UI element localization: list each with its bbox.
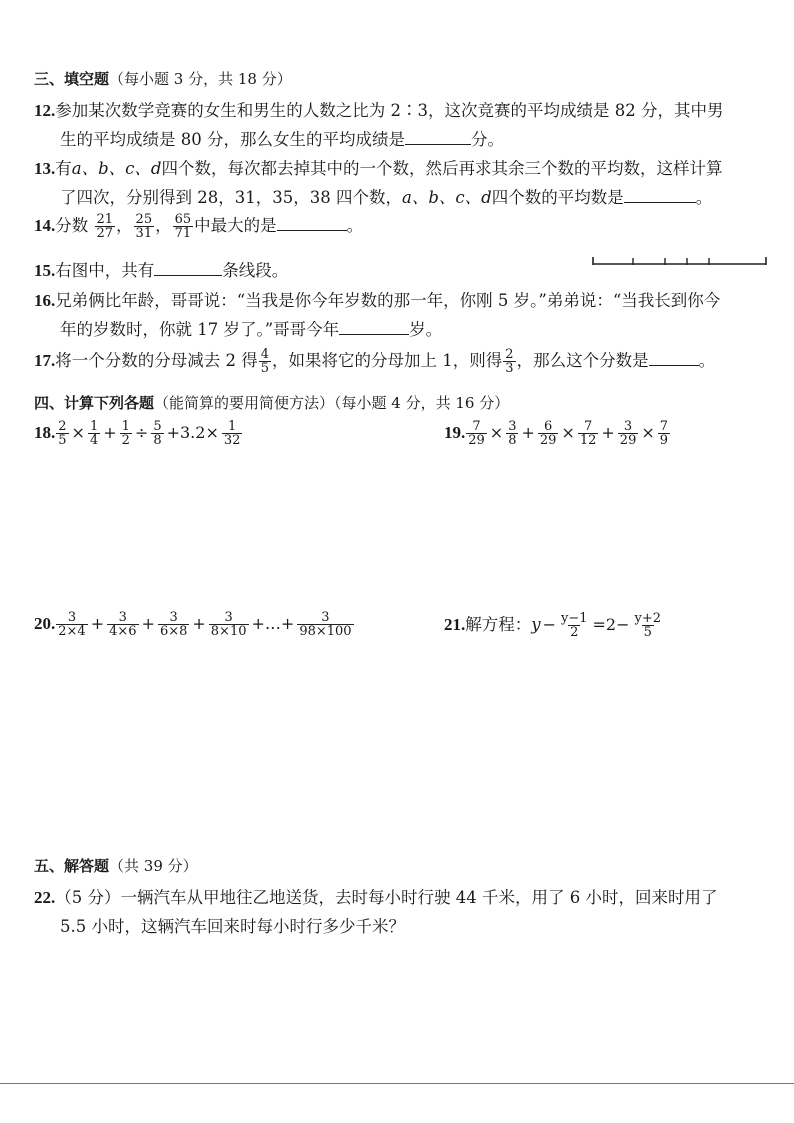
section-note: （共 39 分） (109, 857, 198, 875)
answer-blank[interactable] (339, 333, 409, 335)
operator: − (542, 615, 556, 634)
denominator: 5 (643, 625, 652, 640)
punct: 。 (698, 351, 716, 370)
denominator: 8 (153, 433, 162, 448)
numerator: 6 (544, 419, 553, 434)
question-17 (34, 347, 715, 375)
question-text: 右图中，共有 (55, 261, 155, 280)
answer-blank[interactable] (649, 364, 699, 366)
numerator: 65 (174, 212, 192, 227)
numerator: 25 (135, 212, 153, 227)
question-text: 解方程： (465, 615, 532, 634)
fraction (259, 348, 271, 375)
fraction (158, 611, 189, 638)
page-bottom-rule (0, 1083, 794, 1084)
question-text: 5.5 小时，这辆汽车回来时每小时行多少千米？ (60, 917, 405, 936)
fraction (222, 420, 243, 447)
question-20 (34, 611, 355, 638)
numerator: 3 (321, 610, 330, 625)
fraction (297, 611, 353, 638)
question-22-line2 (60, 913, 405, 937)
denominator: 8 (508, 433, 517, 448)
fraction (578, 420, 599, 447)
question-text: 条线段。 (222, 261, 289, 280)
operator: +3.2× (166, 423, 219, 442)
denominator: 4×6 (109, 624, 137, 639)
question-text: 兄弟俩比年龄，哥哥说：“当我是你今年岁数的那一年，你刚 5 岁。”弟弟说：“当我长到你今 (55, 291, 721, 310)
fraction (506, 420, 518, 447)
section-title: 三、填空题 (34, 70, 110, 88)
question-21 (444, 611, 664, 639)
denominator: 2×4 (58, 624, 86, 639)
answer-blank[interactable] (154, 274, 222, 276)
fraction (503, 348, 515, 375)
operator: + (90, 614, 105, 633)
question-22-line1 (34, 884, 717, 908)
numerator: 1 (227, 419, 237, 434)
question-number: 16. (34, 291, 56, 310)
punct: 。 (695, 188, 713, 207)
question-text: （5 分）一辆汽车从甲地往乙地送货，去时每小时行驶 44 千米，用了 6 小时，回来时用了 (55, 888, 718, 907)
denominator: 9 (659, 433, 669, 448)
question-13-line2 (60, 184, 712, 208)
numerator: y−1 (560, 611, 588, 626)
question-text: 参加某次数学竞赛的女生和男生的人数之比为 2∶3，这次竞赛的平均成绩是 82 分，其中男 (55, 101, 724, 120)
question-text: 岁。 (409, 320, 443, 339)
question-19 (444, 420, 671, 447)
numerator: 3 (67, 610, 77, 625)
separator: ， (116, 216, 133, 235)
question-text: 有 (55, 159, 72, 178)
denominator: 27 (96, 226, 114, 241)
question-text: 中最大的是 (194, 216, 277, 235)
numerator: 3 (118, 610, 127, 625)
denominator: 3 (505, 361, 514, 376)
denominator: 98×100 (299, 624, 352, 639)
question-text: 年的岁数时，你就 17 岁了。”哥哥今年 (60, 320, 340, 339)
denominator: 29 (539, 433, 557, 448)
fraction (658, 420, 670, 447)
fraction (466, 420, 487, 447)
operator: + (601, 423, 615, 442)
denominator: 6×8 (159, 624, 188, 639)
fraction (88, 420, 100, 447)
question-number: 15. (34, 261, 56, 280)
section-note: （能简算的要用简便方法）（每小题 4 分，共 16 分） (154, 394, 510, 412)
line-segment-figure (590, 252, 770, 268)
section-3-heading (34, 68, 292, 89)
operator: × (489, 423, 504, 442)
fraction (538, 420, 559, 447)
answer-blank[interactable] (405, 143, 471, 145)
operator: × (71, 423, 85, 442)
question-12-line1 (34, 97, 723, 121)
denominator: 8×10 (210, 624, 247, 639)
numerator: 3 (623, 419, 633, 434)
fraction (559, 612, 590, 639)
answer-blank[interactable] (277, 229, 347, 231)
question-number: 17. (34, 351, 56, 370)
question-text: 分数 (55, 216, 89, 235)
denominator: 2 (570, 625, 579, 640)
fraction (120, 420, 132, 447)
question-number: 13. (34, 159, 56, 178)
fraction (151, 420, 163, 447)
question-number: 20. (34, 614, 56, 633)
section-5-heading (34, 855, 198, 876)
numerator: 1 (121, 419, 130, 434)
operator: × (561, 423, 575, 442)
question-text: 了四次，分别得到 28，31，35，38 四个数， (60, 188, 402, 207)
numerator: 2 (505, 347, 514, 362)
question-number: 18. (34, 423, 56, 442)
fraction (209, 611, 249, 638)
question-number: 12. (34, 101, 56, 120)
numerator: 3 (224, 610, 233, 625)
variable: y (531, 615, 541, 634)
question-16-line1 (34, 287, 720, 311)
numerator: 2 (58, 419, 67, 434)
operator: ÷ (134, 423, 149, 442)
question-12-line2 (60, 126, 504, 150)
numerator: 7 (583, 419, 593, 434)
question-number: 14. (34, 216, 56, 235)
question-text: 四个数的平均数是 (491, 188, 624, 207)
fraction (56, 611, 87, 638)
question-number: 21. (444, 615, 466, 634)
fraction (633, 612, 664, 639)
variables: a、b、c、d (401, 188, 492, 207)
numerator: 4 (260, 347, 270, 362)
numerator: y+2 (634, 611, 662, 626)
question-text: ，如果将它的分母加上 1，则得 (272, 351, 503, 370)
denominator: 5 (58, 433, 67, 448)
denominator: 12 (579, 433, 597, 448)
operator: + (192, 614, 206, 633)
fraction (618, 420, 639, 447)
numerator: 3 (508, 419, 517, 434)
question-text: 四个数，每次都去掉其中的一个数，然后再求其余三个数的平均数，这样计算 (161, 159, 723, 178)
question-number: 22. (34, 888, 56, 907)
numerator: 7 (472, 419, 481, 434)
question-14 (34, 212, 363, 240)
numerator: 7 (659, 419, 669, 434)
numerator: 3 (169, 610, 178, 625)
question-number: 19. (444, 423, 466, 442)
fraction (95, 213, 116, 240)
denominator: 71 (174, 226, 192, 241)
operator: + (141, 614, 155, 633)
section-title: 四、计算下列各题 (34, 394, 155, 412)
fraction (173, 213, 194, 240)
numerator: 5 (153, 419, 162, 434)
fraction (56, 420, 68, 447)
denominator: 31 (135, 226, 153, 241)
question-16-line2 (60, 316, 442, 340)
section-4-heading (34, 392, 509, 413)
section-title: 五、解答题 (34, 857, 110, 875)
denominator: 32 (223, 433, 241, 448)
denominator: 29 (468, 433, 485, 448)
denominator: 29 (619, 433, 637, 448)
answer-blank[interactable] (624, 201, 696, 203)
question-text: 生的平均成绩是 80 分，那么女生的平均成绩是 (60, 130, 405, 149)
numerator: 1 (89, 419, 99, 434)
operator: + (103, 423, 117, 442)
denominator: 2 (121, 433, 130, 448)
denominator: 5 (260, 361, 270, 376)
fraction (107, 611, 138, 638)
operator: + (521, 423, 535, 442)
question-text: 分。 (471, 130, 504, 149)
operator: +…+ (251, 614, 295, 633)
question-13-line1 (34, 155, 722, 179)
variables: a、b、c、d (71, 159, 162, 178)
operator: =2− (592, 615, 630, 634)
question-18 (34, 420, 243, 447)
question-text: ，那么这个分数是 (516, 351, 649, 370)
separator: ， (155, 216, 172, 235)
question-15 (34, 257, 288, 281)
question-text: 将一个分数的分母减去 2 得 (55, 351, 258, 370)
operator: × (641, 423, 655, 442)
denominator: 4 (89, 433, 99, 448)
fraction (134, 213, 155, 240)
numerator: 21 (96, 212, 114, 227)
punct: 。 (346, 216, 364, 235)
section-note: （每小题 3 分，共 18 分） (109, 70, 292, 88)
